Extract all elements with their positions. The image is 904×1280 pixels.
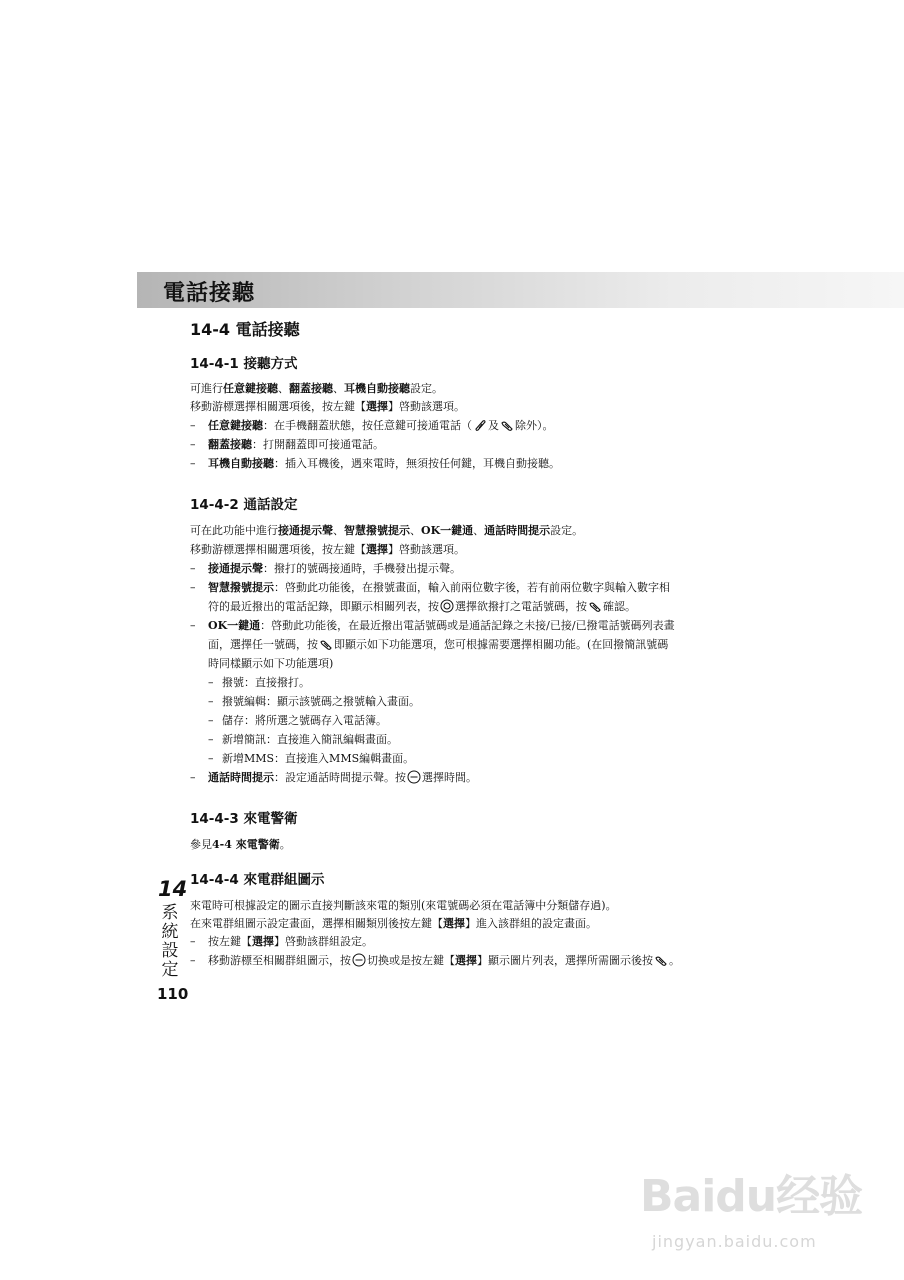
send-key-icon [473,418,487,432]
s2-sub-item: – 新增MMS：直接進入MMS編輯畫面。 [208,752,415,765]
s1-bullet-headset: – 耳機自動接聽：插入耳機後，遇來電時，無須按任何鍵，耳機自動接聽。 [190,457,560,470]
s4-line1: 來電時可根據設定的圖示直接判斷該來電的類別(來電號碼必須在電話簿中分類儲存過)。 [190,899,617,912]
s2-sub-item: – 撥號編輯：顯示該號碼之撥號輸入畫面。 [208,695,420,708]
s2-sub-item: – 撥號：直接撥打。 [208,676,310,689]
s4-line2: 在來電群組圖示設定畫面，選擇相關類別後按左鍵【選擇】進入該群組的設定畫面。 [190,917,597,930]
chapter-number: 14 [158,877,188,901]
subsection-title-14-4-4: 14-4-4 來電群組圖示 [190,872,325,888]
end-key-icon [500,418,514,432]
s2-bullet-ok-key: – OK一鍵通：啓動此功能後，在最近撥出電話號碼或是通話記錄之未接/已接/已撥電話號碼列表畫 [190,619,675,632]
subsection-title-14-4-1: 14-4-1 接聽方式 [190,356,298,372]
s2-bullet-connect-tone: – 接通提示聲：撥打的號碼接通時，手機發出提示聲。 [190,562,461,575]
s4-bullet-move-cursor: – 移動游標至相關群組圖示，按 切換或是按左鍵【選擇】顯示圖片列表，選擇所需圖示後按 。 [190,954,680,967]
s2-bullet-smart-dial: – 智慧撥號提示：啓動此功能後，在撥號畫面，輸入前兩位數字後，若有前兩位數字與輸入數字相 [190,581,670,594]
navigation-key-icon [440,599,454,613]
subsection-title-14-4-2: 14-4-2 通話設定 [190,497,298,513]
send-key-icon [319,637,333,651]
s2-bullet-ok-key-cont2: 時同樣顯示如下功能選項) [208,657,334,670]
s2-bullet-ok-key-cont1: 面，選擇任一號碼，按 即顯示如下功能選項，您可根據需要選擇相關功能。(在回撥簡訊號碼 [208,638,669,651]
s1-line2: 移動游標選擇相關選項後，按左鍵【選擇】啓動該選項。 [190,400,465,413]
s1-bullet-flip: – 翻蓋接聽：打開翻蓋即可接通電話。 [190,438,384,451]
navigation-key-icon [407,770,421,784]
s2-sub-item: – 儲存：將所選之號碼存入電話簿。 [208,714,387,727]
s3-line: 參見4-4 來電警衛。 [190,838,291,851]
s2-sub-item: – 新增簡訊：直接進入簡訊編輯畫面。 [208,733,398,746]
navigation-key-icon [352,953,366,967]
chapter-title: 系統設定 [161,903,179,980]
s2-bullet-smart-dial-cont: 符的最近撥出的電話記錄，即顯示相關列表，按 選擇欲撥打之電話號碼，按 確認。 [208,600,636,613]
section-title: 14-4 電話接聽 [190,320,300,339]
s2-line1: 可在此功能中進行接通提示聲、智慧撥號提示、OK一鍵通、通話時間提示設定。 [190,524,584,537]
s4-bullet-select: – 按左鍵【選擇】啓動該群組設定。 [190,935,373,948]
subsection-title-14-4-3: 14-4-3 來電警衛 [190,811,298,827]
watermark [640,1140,890,1260]
s1-line1: 可進行任意鍵接聽、翻蓋接聽、耳機自動接聽設定。 [190,382,443,395]
s1-bullet-any-key: – 任意鍵接聽：在手機翻蓋狀態，按任意鍵可接通電話（ 及 除外）。 [190,419,554,432]
watermark-logo: Baidu经验 [640,1171,863,1222]
page-number: 110 [157,985,189,1003]
banner-title: 電話接聽 [163,281,256,306]
watermark-url: jingyan.baidu.com [652,1232,817,1251]
s2-line2: 移動游標選擇相關選項後，按左鍵【選擇】啓動該選項。 [190,543,465,556]
send-key-icon [588,599,602,613]
send-key-icon [654,953,668,967]
s2-bullet-call-time: – 通話時間提示：設定通話時間提示聲。按 選擇時間。 [190,771,477,784]
